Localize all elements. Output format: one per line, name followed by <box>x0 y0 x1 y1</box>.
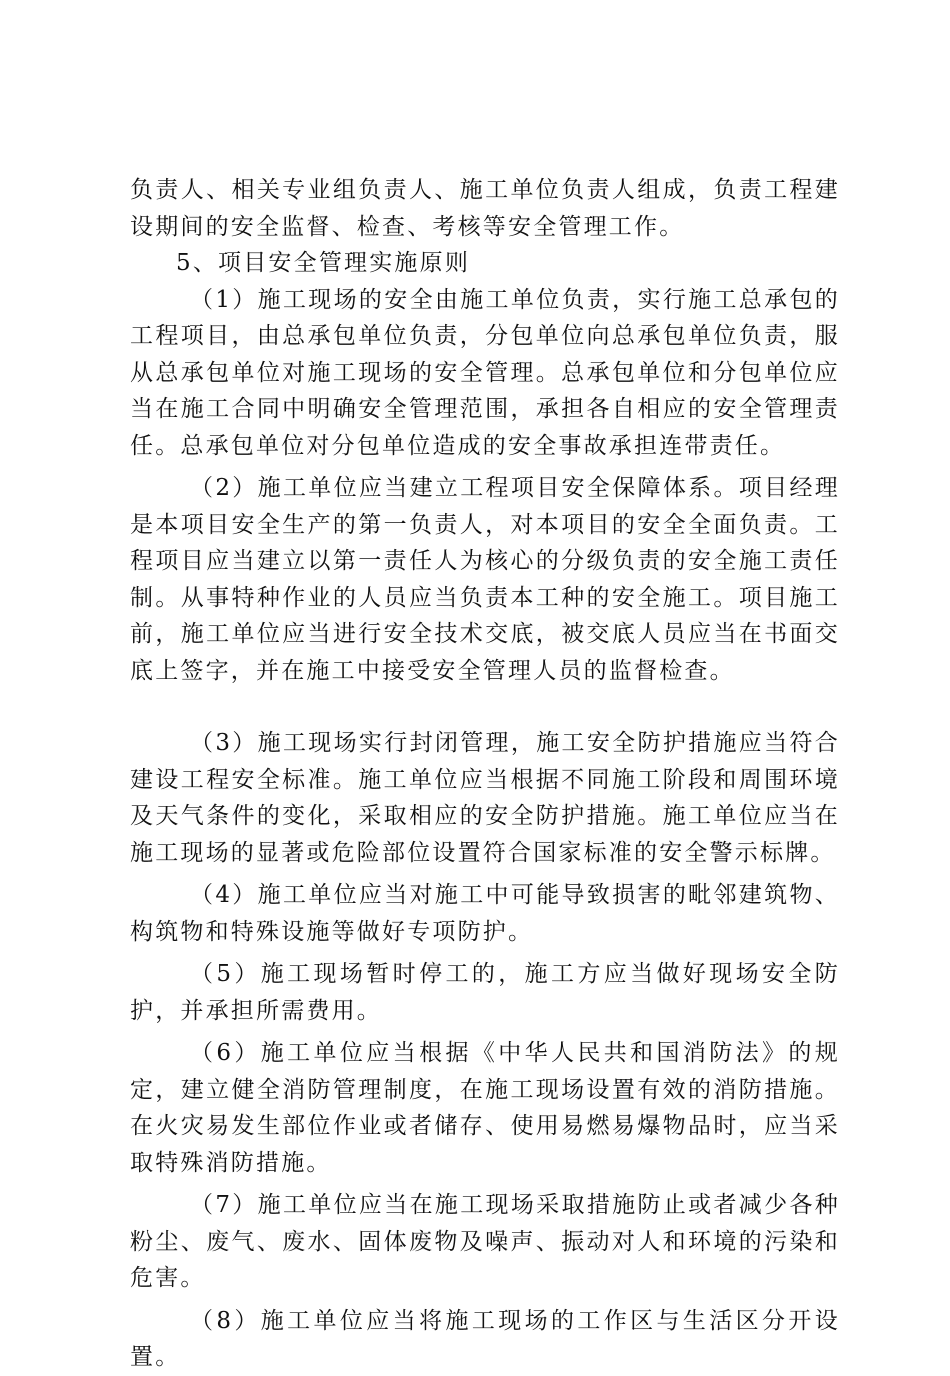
paragraph-item-8: （8）施工单位应当将施工现场的工作区与生活区分开设置。 <box>130 1307 840 1370</box>
paragraph-item-4: （4）施工单位应当对施工中可能导致损害的毗邻建筑物、构筑物和特殊设施等做好专项防护。 <box>130 882 840 945</box>
paragraph-item-5: （5）施工现场暂时停工的，施工方应当做好现场安全防护，并承担所需费用。 <box>130 961 840 1024</box>
paragraph-item-7: （7）施工单位应当在施工现场采取措施防止或者减少各种粉尘、废气、废水、固体废物及噪声、振动对人和环境的污染和危害。 <box>130 1192 840 1291</box>
document-body <box>130 172 840 1376</box>
paragraph-item-6: （6）施工单位应当根据《中华人民共和国消防法》的规定，建立健全消防管理制度，在施工现场设置有效的消防措施。在火灾易发生部位作业或者储存、使用易燃易爆物品时，应当采取特殊消防措施。 <box>130 1040 840 1176</box>
paragraph-item-2: （2）施工单位应当建立工程项目安全保障体系。项目经理是本项目安全生产的第一负责人，对本项目的安全全面负责。工程项目应当建立以第一责任人为核心的分级负责的安全施工责任制。从事特种作业的人员应当负责本工种的安全施工。项目施工前，施工单位应当进行安全技术交底，被交底人员应当在书面交底上签字，并在施工中接受安全管理人员的监督检查。 <box>130 475 840 684</box>
paragraph-item-3: （3）施工现场实行封闭管理，施工安全防护措施应当符合建设工程安全标准。施工单位应当根据不同施工阶段和周围环境及天气条件的变化，采取相应的安全防护措施。施工单位应当在施工现场的显著或危险部位设置符合国家标准的安全警示标牌。 <box>130 730 840 866</box>
paragraph-item-1: （1）施工现场的安全由施工单位负责，实行施工总承包的工程项目，由总承包单位负责，分包单位向总承包单位负责，服从总承包单位对施工现场的安全管理。总承包单位和分包单位应当在施工合同中明确安全管理范围，承担各自相应的安全管理责任。总承包单位对分包单位造成的安全事故承担连带责任。 <box>130 286 840 459</box>
section-heading: 5、项目安全管理实施原则 <box>176 250 471 276</box>
paragraph-continuation: 负责人、相关专业组负责人、施工单位负责人组成，负责工程建设期间的安全监督、检查、考核等安全管理工作。 <box>130 177 840 240</box>
